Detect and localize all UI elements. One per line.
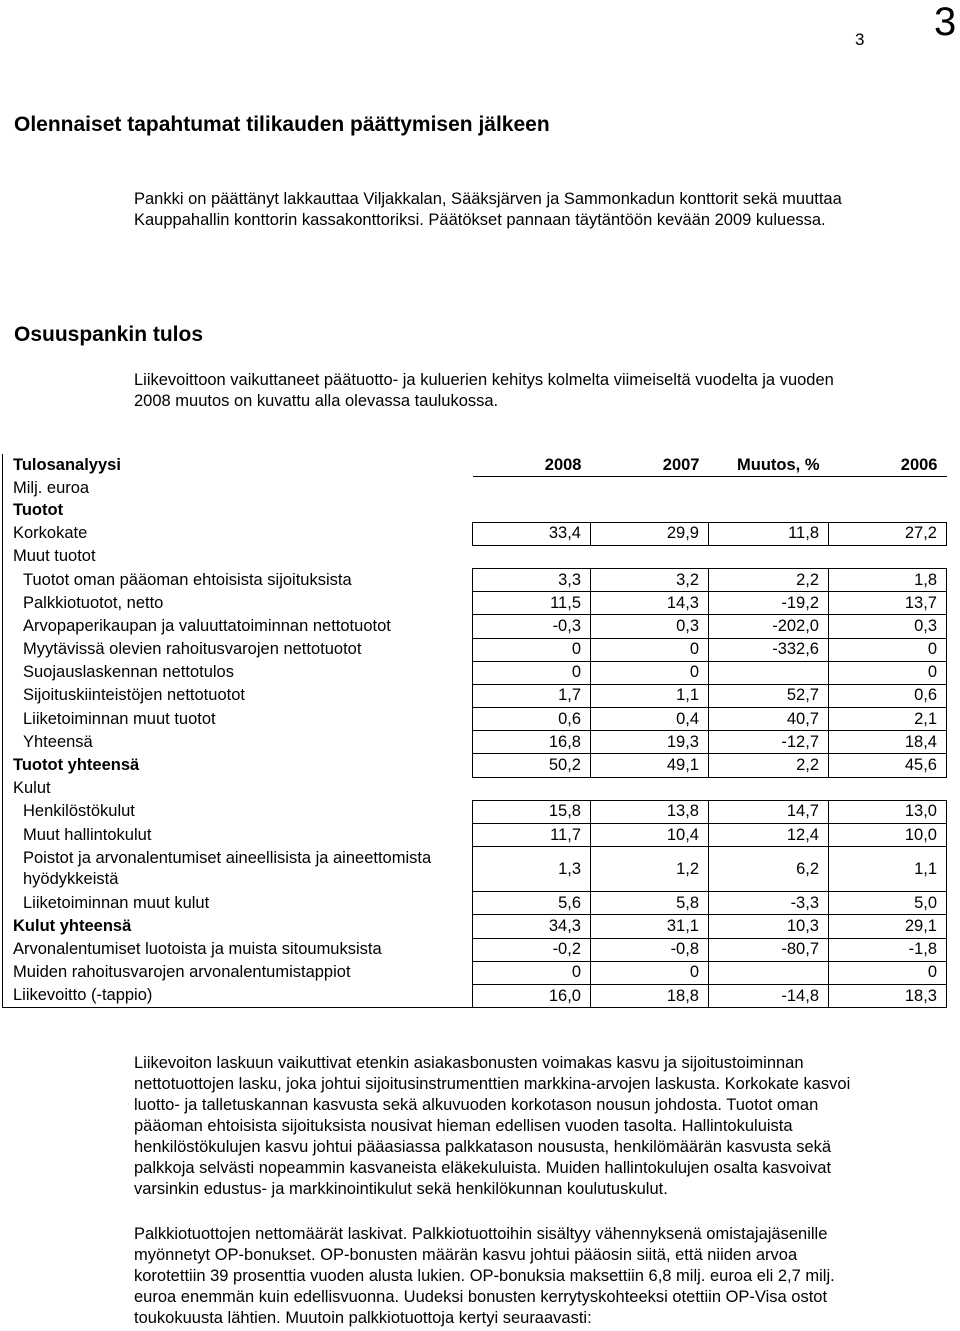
table-row xyxy=(3,847,947,892)
cell-value xyxy=(591,777,709,800)
table-row xyxy=(3,592,947,615)
cell-value: -202,0 xyxy=(709,615,829,638)
cell-value: 0 xyxy=(829,661,947,684)
cell-value: 13,8 xyxy=(591,800,709,823)
cell-value xyxy=(473,777,591,800)
section-heading-events: Olennaiset tapahtumat tilikauden päättymisen jälkeen xyxy=(14,113,550,136)
text-line: Liikevoiton laskuun vaikuttivat etenkin asiakasbonusten voimakas kasvu ja sijoitustoiminnan xyxy=(134,1054,804,1072)
cell-value: 19,3 xyxy=(591,731,709,754)
cell-value xyxy=(473,477,591,500)
cell-value: 0 xyxy=(473,961,591,984)
table-row xyxy=(3,708,947,731)
table-row xyxy=(3,892,947,915)
row-label: Liiketoiminnan muut tuotot xyxy=(23,709,216,728)
cell-value: 45,6 xyxy=(829,754,947,777)
text-line: pääoman ehtoisista sijoituksista nousivat hieman edellisen vuoden tasolta. Hallintokuluista xyxy=(134,1117,793,1135)
cell-value: 49,1 xyxy=(591,754,709,777)
text-line: myönnetyt OP-bonukset. OP-bonusten määrän kasvu johtui pääosin siitä, että niiden arvoa xyxy=(134,1246,798,1264)
cell-value: 11,5 xyxy=(473,592,591,615)
cell-value: 0 xyxy=(829,961,947,984)
cell-value: 1,2 xyxy=(591,847,709,892)
table-row xyxy=(3,661,947,684)
row-label: Muut hallintokulut xyxy=(23,825,152,844)
text-line: palkkoja selvästi nopeammin kasvaneista eläkekuluista. Muiden hallintokulujen osalta kasvoivat xyxy=(134,1159,832,1177)
table-row xyxy=(3,938,947,961)
cell-value: 0 xyxy=(473,638,591,661)
cell-value: -19,2 xyxy=(709,592,829,615)
cell-value: -12,7 xyxy=(709,731,829,754)
cell-value: 18,8 xyxy=(591,984,709,1007)
cell-value: 50,2 xyxy=(473,754,591,777)
table-row xyxy=(3,915,947,938)
text-line: euroa enemmän kuin edellisvuonna. Uudeksi bonusten kerrytyskohteeksi otettiin OP-Visa ostot xyxy=(134,1288,828,1306)
cell-value xyxy=(591,477,709,500)
text-line: korotettiin 39 prosenttia vuoden alusta lukien. OP-bonuksia maksettiin 6,8 milj. euroa eli 2,7 milj. xyxy=(134,1267,835,1285)
cell-value xyxy=(591,545,709,568)
cell-value: -14,8 xyxy=(709,984,829,1007)
cell-value: 0 xyxy=(591,638,709,661)
table-row xyxy=(3,984,947,1007)
cell-value: 34,3 xyxy=(473,915,591,938)
table-row xyxy=(3,615,947,638)
table-row xyxy=(3,777,947,800)
cell-value: 1,1 xyxy=(591,684,709,707)
text-line: luotto- ja talletuskannan kasvusta sekä alkuvuoden korkotason nousun johdosta. Tuotot oman xyxy=(134,1096,819,1114)
row-label: Poistot ja arvonalentumiset aineellisista ja aineettomista hyödykkeistä xyxy=(23,849,432,889)
table-row xyxy=(3,568,947,591)
paragraph-events xyxy=(134,189,944,231)
cell-value xyxy=(829,545,947,568)
cell-value: 0,3 xyxy=(591,615,709,638)
row-label: Palkkiotuotot, netto xyxy=(23,593,164,612)
row-label: Henkilöstökulut xyxy=(23,802,135,821)
table-row xyxy=(3,824,947,847)
cell-value: 0 xyxy=(591,961,709,984)
cell-value: 1,3 xyxy=(473,847,591,892)
cell-value: 2,2 xyxy=(709,754,829,777)
cell-value: 3,2 xyxy=(591,568,709,591)
row-label: Arvopaperikaupan ja valuuttatoiminnan nettotuotot xyxy=(23,616,391,635)
row-label: Suojauslaskennan nettotulos xyxy=(23,663,234,682)
cell-value: -0,3 xyxy=(473,615,591,638)
cell-value: 16,8 xyxy=(473,731,591,754)
cell-value: -0,8 xyxy=(591,938,709,961)
text-line: Palkkiotuottojen nettomäärät laskivat. Palkkiotuottoihin sisältyy vähennyksenä omistajajäsenille xyxy=(134,1225,828,1243)
cell-value: 0,6 xyxy=(829,684,947,707)
table-header-row xyxy=(3,454,947,477)
cell-value: 2,2 xyxy=(709,568,829,591)
cell-value: 14,3 xyxy=(591,592,709,615)
cell-value xyxy=(709,961,829,984)
row-label: Sijoituskiinteistöjen nettotuotot xyxy=(23,686,245,705)
table-row xyxy=(3,545,947,568)
cell-value: 13,7 xyxy=(829,592,947,615)
text-line: Pankki on päättänyt lakkauttaa Viljakkalan, Sääksjärven ja Sammonkadun konttorit sekä muuttaa xyxy=(134,190,842,208)
row-label: Muut tuotot xyxy=(13,547,96,566)
cell-value: 27,2 xyxy=(829,522,947,545)
cell-value: 6,2 xyxy=(709,847,829,892)
cell-value: 0,6 xyxy=(473,708,591,731)
text-line: nettotuottojen lasku, joka johtui sijoitusinstrumenttien markkina-arvojen laskusta. Korkokate kasvoi xyxy=(134,1075,851,1093)
cell-value: 1,8 xyxy=(829,568,947,591)
cell-value xyxy=(709,545,829,568)
row-label: Tuotot xyxy=(13,501,64,520)
cell-value: -0,2 xyxy=(473,938,591,961)
text-line: varsinkin edustus- ja markkinointikulut sekä henkilökunnan koulutuskulut. xyxy=(134,1180,668,1198)
cell-value: 0,3 xyxy=(829,615,947,638)
row-label: Myytävissä olevien rahoitusvarojen nettotuotot xyxy=(23,640,362,659)
row-label: Kulut yhteensä xyxy=(13,916,132,935)
cell-value: 10,0 xyxy=(829,824,947,847)
cell-value: 29,9 xyxy=(591,522,709,545)
cell-value: 11,7 xyxy=(473,824,591,847)
paragraph-fees xyxy=(134,1224,944,1329)
cell-value: 12,4 xyxy=(709,824,829,847)
cell-value: -1,8 xyxy=(829,938,947,961)
cell-value: 10,4 xyxy=(591,824,709,847)
row-label: Muiden rahoitusvarojen arvonalentumistappiot xyxy=(13,963,351,982)
cell-value xyxy=(473,545,591,568)
cell-value: 0 xyxy=(473,661,591,684)
section-heading-result: Osuuspankin tulos xyxy=(14,323,204,346)
table-row xyxy=(3,638,947,661)
row-label: Tuotot yhteensä xyxy=(13,756,140,775)
table-row xyxy=(3,477,947,500)
cell-value xyxy=(709,477,829,500)
cell-value: 33,4 xyxy=(473,522,591,545)
paragraph-result xyxy=(134,370,944,412)
table-row xyxy=(3,731,947,754)
cell-value: 1,1 xyxy=(829,847,947,892)
row-label: Korkokate xyxy=(13,524,88,543)
cell-value: 5,8 xyxy=(591,892,709,915)
cell-value: 16,0 xyxy=(473,984,591,1007)
cell-value: 40,7 xyxy=(709,708,829,731)
column-header: Muutos, % xyxy=(709,454,829,477)
row-label: Arvonalentumiset luotoista ja muista sitoumuksista xyxy=(13,940,382,959)
cell-value: 5,0 xyxy=(829,892,947,915)
cell-value: 2,1 xyxy=(829,708,947,731)
table-row xyxy=(3,800,947,823)
cell-value: 3,3 xyxy=(473,568,591,591)
paragraph-analysis xyxy=(134,1053,944,1200)
cell-value: 18,3 xyxy=(829,984,947,1007)
column-header: 2008 xyxy=(473,454,591,477)
cell-value xyxy=(709,777,829,800)
column-header: 2006 xyxy=(829,454,947,477)
cell-value xyxy=(709,661,829,684)
row-label: Kulut xyxy=(13,779,51,798)
row-label: Yhteensä xyxy=(23,732,93,751)
text-line: toukokuusta lähtien. Muutoin palkkiotuottoja kertyi seuraavasti: xyxy=(134,1309,592,1327)
cell-value: 52,7 xyxy=(709,684,829,707)
cell-value: 5,6 xyxy=(473,892,591,915)
text-line: 2008 muutos on kuvattu alla olevassa taulukossa. xyxy=(134,392,499,410)
text-line: henkilöstökulujen kasvu johtui pääasiassa palkkatason noususta, henkilömäärän kasvusta sekä xyxy=(134,1138,832,1156)
table-title: Tulosanalyysi xyxy=(13,455,121,474)
cell-value: 31,1 xyxy=(591,915,709,938)
cell-value: 1,7 xyxy=(473,684,591,707)
income-analysis-table xyxy=(2,454,947,1008)
cell-value: 0,4 xyxy=(591,708,709,731)
cell-value xyxy=(709,499,829,522)
row-label: Milj. euroa xyxy=(13,478,90,497)
cell-value: 11,8 xyxy=(709,522,829,545)
table-row xyxy=(3,522,947,545)
text-line: Kauppahallin konttorin kassakonttoriksi. Päätökset pannaan täytäntöön kevään 2009 kuluessa. xyxy=(134,211,826,229)
cell-value xyxy=(829,499,947,522)
cell-value: 18,4 xyxy=(829,731,947,754)
cell-value: 29,1 xyxy=(829,915,947,938)
table-row xyxy=(3,684,947,707)
row-label: Tuotot oman pääoman ehtoisista sijoituksista xyxy=(23,570,352,589)
page-number-small: 3 xyxy=(855,30,865,49)
cell-value: -80,7 xyxy=(709,938,829,961)
cell-value xyxy=(473,499,591,522)
column-header: 2007 xyxy=(591,454,709,477)
cell-value xyxy=(829,777,947,800)
table-row xyxy=(3,499,947,522)
row-label: Liikevoitto (-tappio) xyxy=(13,986,153,1005)
row-label: Liiketoiminnan muut kulut xyxy=(23,893,210,912)
cell-value xyxy=(591,499,709,522)
cell-value: 15,8 xyxy=(473,800,591,823)
table-row xyxy=(3,754,947,777)
cell-value: 14,7 xyxy=(709,800,829,823)
table-row xyxy=(3,961,947,984)
cell-value: 13,0 xyxy=(829,800,947,823)
cell-value: 0 xyxy=(591,661,709,684)
text-line: Liikevoittoon vaikuttaneet päätuotto- ja kuluerien kehitys kolmelta viimeiseltä vuodelta ja vuoden xyxy=(134,371,834,389)
cell-value xyxy=(829,477,947,500)
cell-value: -3,3 xyxy=(709,892,829,915)
cell-value: 0 xyxy=(829,638,947,661)
page-number-big: 3 xyxy=(934,0,957,44)
cell-value: 10,3 xyxy=(709,915,829,938)
cell-value: -332,6 xyxy=(709,638,829,661)
